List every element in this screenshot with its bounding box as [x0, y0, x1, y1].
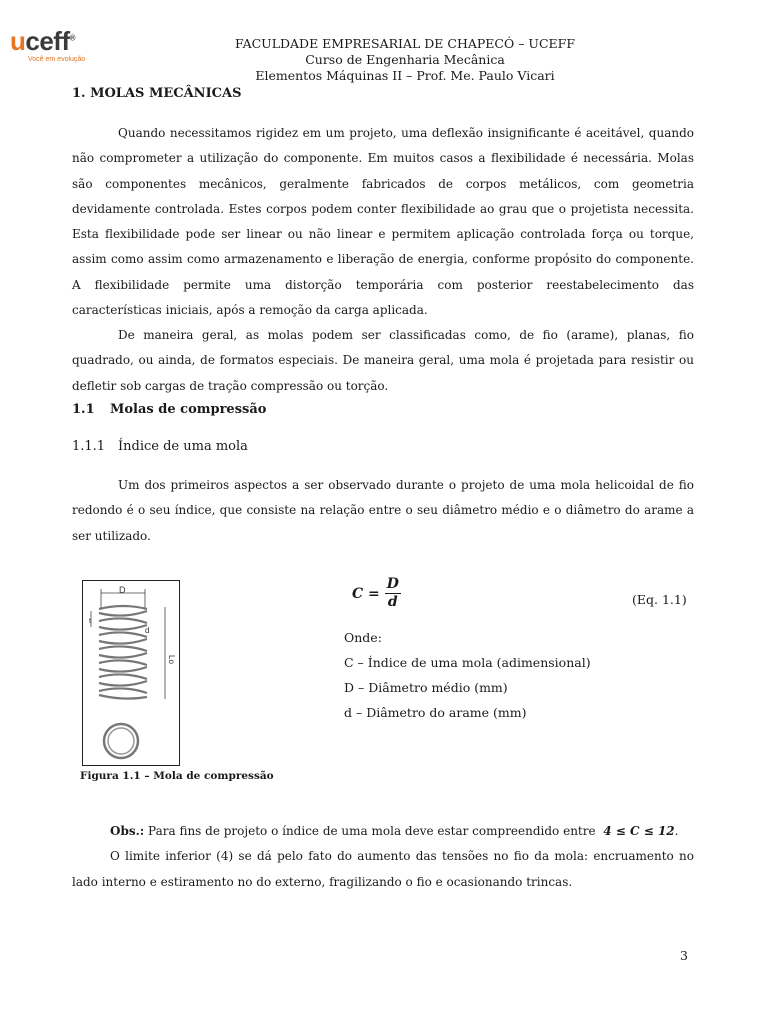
logo-registered-mark: ®: [69, 33, 76, 43]
observation-range: 4 ≤ C ≤ 12: [603, 824, 675, 838]
paragraph-intro: Quando necessitamos rigidez em um projeto, uma deflexão insignificante é aceitável, quando não comprometer a utilização do componente. Em muitos casos a flexibilidade é necessária. Molas são componentes mecânicos, geralmente fabricados de corpos metálicos, com geometria devidamente controlada. Estes corpos podem conter flexibilidade ao grau que o projetista necessita. Esta flexibilidade pode ser linear ou não linear e permitem aplicação controlada força ou torque, assim como assim como armazenamento e liberação de energia, conforme propósito do componente. A flexibilidade permite uma distorção temporária com posterior reestabelecimento das características iniciais, após a remoção da carga aplicada.: [72, 126, 694, 318]
figure-caption: Figura 1.1 – Mola de compressão: [80, 770, 274, 782]
legend-item-C: C – Índice de uma mola (adimensional): [344, 655, 591, 670]
logo-accent-letter: u: [10, 26, 26, 56]
spring-figure: [82, 580, 180, 766]
compression-spring-drawing: [83, 581, 181, 767]
section-1-title: 1. MOLAS MECÂNICAS: [72, 86, 242, 101]
equation-lhs: C =: [352, 585, 380, 602]
equation-denominator: d: [387, 594, 398, 610]
label-Lo: Lo: [167, 655, 176, 664]
label-D: D: [119, 585, 126, 595]
header-course: Curso de Engenharia Mecânica: [305, 52, 505, 67]
section-1-1-number: 1.1: [72, 402, 95, 417]
observation-text: Para fins de projeto o índice de uma mola deve estar compreendido entre: [148, 824, 596, 838]
header-institution: FACULDADE EMPRESARIAL DE CHAPECÓ – UCEFF: [234, 36, 576, 51]
section-1-1-1-heading: [72, 439, 248, 454]
paragraph-observation: [72, 819, 694, 895]
observation-line: [72, 819, 694, 844]
section-1-1-1-number: 1.1.1: [72, 439, 106, 454]
paragraph-classification: De maneira geral, as molas podem ser classificadas como, de fio (arame), planas, fio quadrado, ou ainda, de formatos especiais. De maneira geral, uma mola é projetada para resistir ou defletir sob cargas de tração compressão ou torção.: [72, 328, 694, 393]
header-discipline: Elementos Máquinas II – Prof. Me. Paulo Vicari: [255, 68, 555, 83]
equation-fraction: [385, 577, 401, 610]
label-d: d: [145, 626, 150, 635]
legend-item-d: d – Diâmetro do arame (mm): [344, 705, 527, 720]
equation-numerator: D: [386, 576, 399, 592]
logo-wordmark: [10, 26, 75, 57]
section-1-1-1-title: Índice de uma mola: [118, 439, 248, 454]
observation-label: Obs.:: [110, 824, 145, 838]
page-number: 3: [680, 948, 688, 963]
uceff-logo: [10, 26, 140, 66]
section-1-1-heading: [72, 402, 266, 417]
section-1-1-title: Molas de compressão: [110, 402, 267, 417]
observation-end: .: [674, 824, 679, 838]
equation-spring-index: [352, 577, 401, 610]
legend-item-D: D – Diâmetro médio (mm): [344, 680, 508, 695]
spring-end-view-inner: [108, 728, 134, 754]
label-t: t: [89, 618, 91, 625]
paragraph-lower-limit: O limite inferior (4) se dá pelo fato do aumento das tensões no fio da mola: encruamento no lado interno e estiramento no do externo, fragilizando o fio e ocasionando trincas.: [72, 849, 694, 889]
equation-number: (Eq. 1.1): [632, 592, 687, 607]
spring-end-view-outer: [104, 724, 138, 758]
logo-word-rest: ceff: [25, 26, 70, 56]
paragraph-spring-index: Um dos primeiros aspectos a ser observado durante o projeto de uma mola helicoidal de fio redondo é o seu índice, que consiste na relação entre o seu diâmetro médio e o diâmetro do arame a ser utilizado.: [72, 478, 694, 543]
legend-title: Onde:: [344, 630, 382, 645]
logo-tagline: Você em evolução: [28, 56, 86, 63]
spring-coils: [99, 606, 150, 699]
